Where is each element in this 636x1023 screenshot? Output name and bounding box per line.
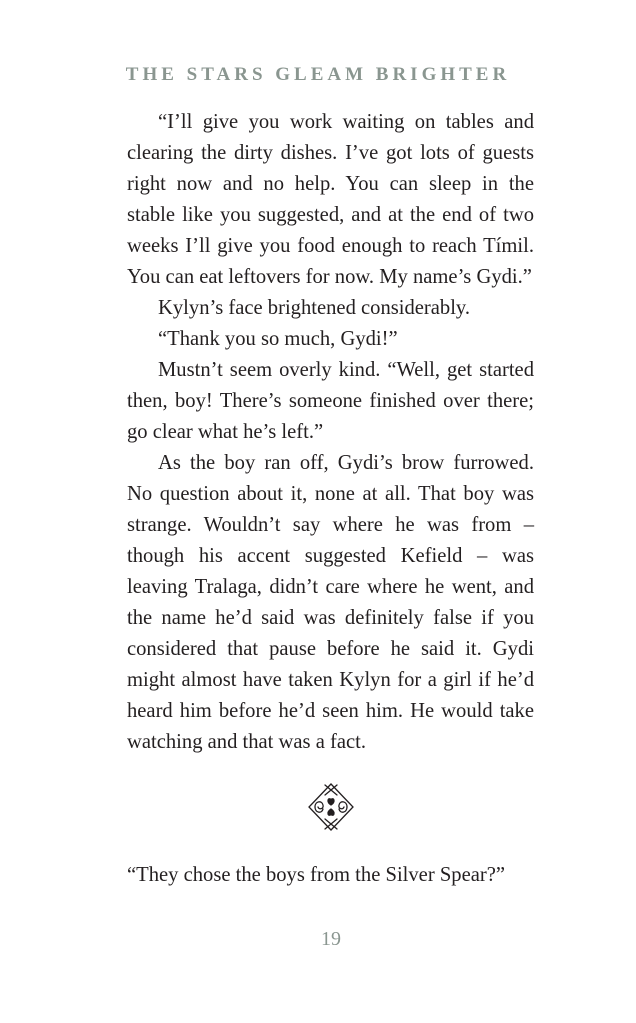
paragraph: Mustn’t seem overly kind. “Well, get started then, boy! There’s someone finished over there; go clear what he’s left.” xyxy=(127,359,534,443)
paragraph: Kylyn’s face brightened considerably. xyxy=(158,297,471,319)
paragraph: As the boy ran off, Gydi’s brow furrowed. No question about it, none at all. That boy was strange. Wouldn’t say where he was from – though his accent suggested Kefield – was leaving Tralaga, didn’t care where he went, and the name he’d said was definitely false if you considered that pause before he said it. Gydi might almost have taken Kylyn for a girl if he’d heard him before he’d seen him. He would take watching and that was a fact. xyxy=(127,452,534,753)
paragraph: “I’ll give you work waiting on tables and clearing the dirty dishes. I’ve got lots of guests right now and no help. You can sleep in the stable like you suggested, and at the end of two weeks I’ll give you food enough to reach Tímil. You can eat leftovers for now. My name’s Gydi.” xyxy=(127,111,534,288)
paragraph: “Thank you so much, Gydi!” xyxy=(158,328,398,350)
page-number: 19 xyxy=(321,928,341,950)
section-first-paragraph: “They chose the boys from the Silver Spear?” xyxy=(127,864,505,886)
section-break-ornament-icon xyxy=(306,781,356,833)
running-head: THE STARS GLEAM BRIGHTER xyxy=(125,64,511,85)
body-text xyxy=(127,107,534,758)
